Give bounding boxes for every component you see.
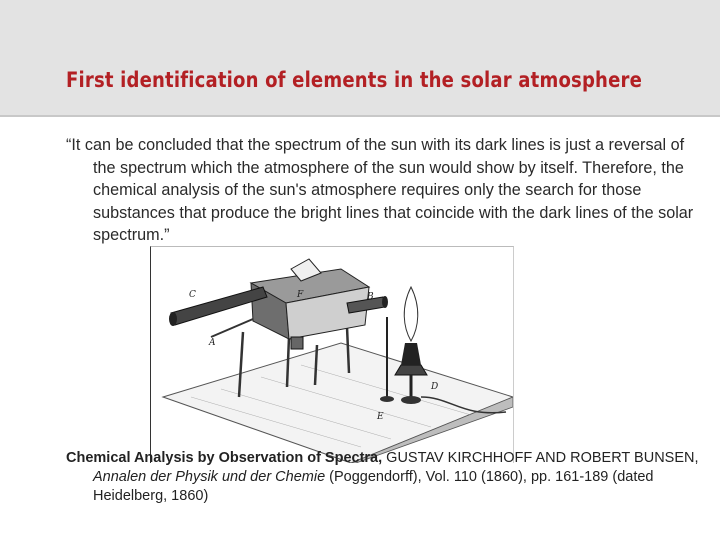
- label-f: F: [297, 290, 304, 300]
- label-d: D: [431, 382, 439, 392]
- caption-work-title: Chemical Analysis by Observation of Spectra,: [66, 450, 383, 466]
- label-a: A: [209, 338, 216, 348]
- caption-authors: GUSTAV KIRCHHOFF AND ROBERT BUNSEN,: [382, 450, 699, 466]
- caption-journal: Annalen der Physik und der Chemie: [93, 469, 326, 485]
- figure-caption: [66, 449, 713, 506]
- label-e: E: [377, 412, 384, 422]
- label-b: B: [367, 292, 374, 302]
- label-c: C: [189, 290, 196, 300]
- header-band: [0, 0, 720, 117]
- spectroscope-drawing: [151, 247, 513, 463]
- quote-text: “It can be concluded that the spectrum of the sun with its dark lines is just a reversal of the spectrum which the atmosphere of the sun would show by itself. Therefore, the chemical analysis of the sun's atmosphere requires only the search for those substances that produce the bright lines that coincide with the dark lines of the solar spectrum.”: [66, 136, 694, 244]
- slide-title: First identification of elements in the solar atmosphere: [66, 68, 643, 92]
- caption-details: (Poggendorff), Vol. 110 (1860), pp. 161-189 (dated Heidelberg, 1860): [93, 469, 654, 504]
- spectroscope-illustration: [150, 246, 514, 463]
